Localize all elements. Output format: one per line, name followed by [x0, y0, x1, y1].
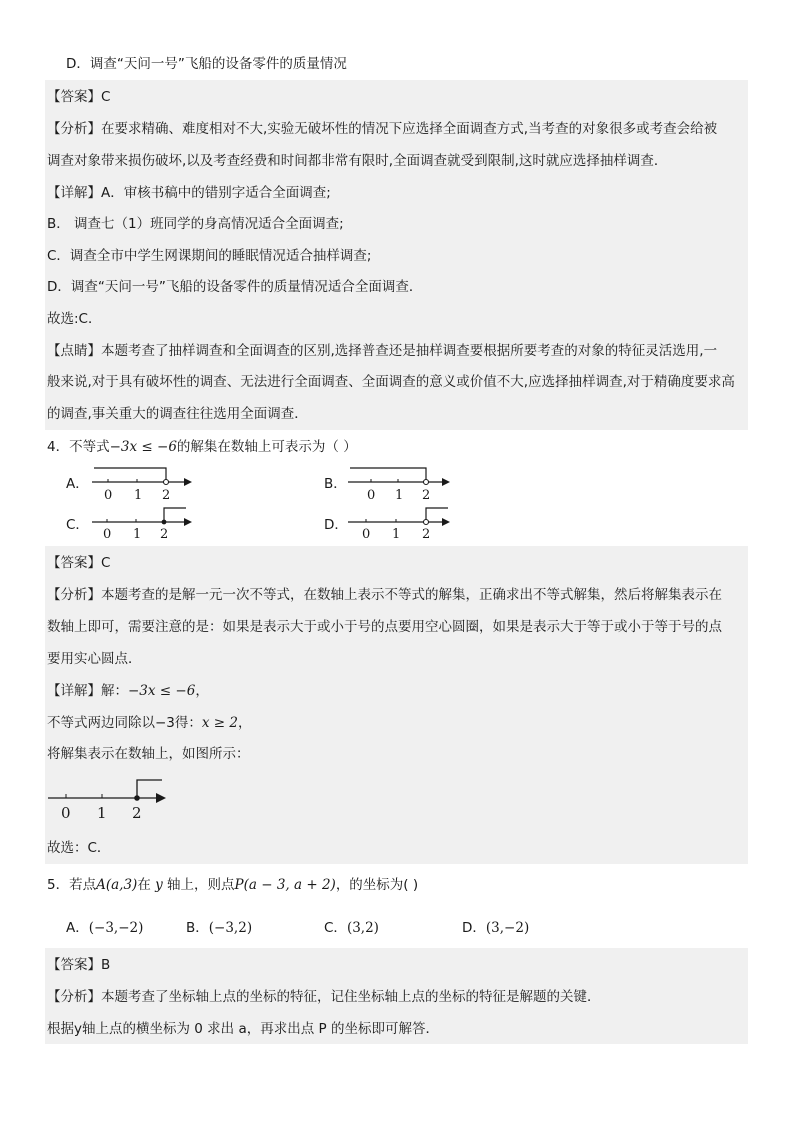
q3-analysis-line-2: 调查对象带来损伤破坏,以及考查经费和时间都非常有限时,全面调查就受到限制,这时就应选择抽样调查． [47, 153, 668, 169]
q4-d-tick-label-0: 0 [362, 527, 371, 542]
q5-analysis: 【分析】本题考查了坐标轴上点的坐标的特征，记住坐标轴上点的坐标的特征是解题的关键． [47, 989, 601, 1005]
q4-analysis-line-3: 要用实心圆点． [47, 651, 142, 667]
q3-detail-b: B． 调查七（1）班同学的身高情况适合全面调查; [47, 216, 344, 232]
q3-comment-line-1: 【点睛】本题考查了抽样调查和全面调查的区别,选择普查还是抽样调查要根据所要考查的对象的特征灵活选用,一 [47, 343, 718, 359]
q4-stem-suffix: 的解集在数轴上可表示为（ ） [176, 439, 357, 455]
q4-a-tick-label-2: 2 [162, 488, 171, 503]
q4-c-closed-point [162, 520, 167, 525]
q5-option-a-label: A． [66, 920, 89, 936]
q5-option-a [66, 918, 143, 938]
q4-d-tick-label-2: 2 [422, 527, 431, 542]
q4-option-c-label: C． [66, 517, 89, 533]
q5-option-b [186, 918, 252, 938]
q3-comment-line-2: 般来说,对于具有破坏性的调查、无法进行全面调查、全面调查的意义或价值不大,应选择抽样调查,对于精确度要求高 [47, 374, 735, 390]
q4-c-tick-label-0: 0 [103, 527, 112, 542]
q3-detail-c: C．调查全市中学生网课期间的睡眠情况适合抽样调查; [47, 248, 372, 264]
q4-a-tick-label-0: 0 [104, 488, 113, 503]
q4-step-suffix: ， [238, 715, 252, 731]
q3-answer: 【答案】C [47, 89, 111, 105]
q4-c-arrow [184, 518, 192, 526]
q3-choose: 故选:C． [47, 311, 102, 327]
q4-stem [47, 437, 357, 457]
q4-d-tick-label-1: 1 [392, 527, 401, 542]
q5-stem-mid2: 轴上，则点 [162, 877, 235, 893]
q3-comment-line-3: 的调查,事关重大的调查往往选用全面调查． [47, 406, 308, 422]
q5-point-p: P(a − 3, a + 2) [234, 877, 336, 893]
q4-a-arrow [184, 478, 192, 486]
q4-c-solution-ray [164, 508, 186, 522]
q4-c-tick-label-1: 1 [133, 527, 142, 542]
q4-step-result: x ≥ 2 [201, 715, 239, 731]
q5-answer: 【答案】B [47, 957, 111, 973]
q4-detail-prefix: 【详解】解： [47, 683, 128, 699]
q5-option-b-label: B． [186, 920, 209, 936]
q4-a-solution-ray [94, 468, 166, 480]
q4-solution-tick-label-0: 0 [61, 804, 71, 822]
q5-option-c-value: (3,2) [346, 920, 379, 936]
q5-point-a: A(a,3) [96, 877, 138, 893]
q4-d-arrow [442, 518, 450, 526]
q5-option-a-value: (−3,−2) [88, 920, 144, 936]
q3-detail-a: 【详解】A．审核书稿中的错别字适合全面调查; [47, 185, 331, 201]
q5-option-d-value: (3,−2) [485, 920, 530, 936]
q3-option-d: D．调查“天问一号”飞船的设备零件的质量情况 [66, 56, 347, 72]
q4-solution-arrow [156, 793, 166, 803]
q4-b-tick-label-2: 2 [422, 488, 431, 503]
q4-d-open-point [424, 520, 429, 525]
q4-a-tick-label-1: 1 [134, 488, 143, 503]
q5-option-b-value: (−3,2) [208, 920, 253, 936]
q4-b-solution-ray [350, 468, 426, 480]
q4-step-prefix: 不等式两边同除以−3得： [47, 715, 202, 731]
q3-detail-d: D．调查“天问一号”飞船的设备零件的质量情况适合全面调查． [47, 279, 423, 295]
q4-solution-number-line [46, 772, 176, 824]
q5-stem-prefix: 5．若点 [47, 877, 97, 893]
q3-analysis-line-1: 【分析】在要求精确、难度相对不大,实验无破坏性的情况下应选择全面调查方式,当考查的对象很多或考查会给被 [47, 121, 718, 137]
q4-solution-tick-label-1: 1 [97, 804, 107, 822]
q4-b-open-point [424, 480, 429, 485]
q4-option-d-number-line [344, 504, 456, 546]
q4-answer: 【答案】C [47, 555, 111, 571]
q4-option-d-label: D． [324, 517, 348, 533]
q5-stem [47, 875, 418, 895]
q5-stem-suffix: ，的坐标为( ) [335, 877, 419, 893]
q5-option-c [324, 918, 379, 938]
q4-solution-tick-label-2: 2 [132, 804, 142, 822]
q4-b-arrow [442, 478, 450, 486]
q5-option-d-label: D． [462, 920, 486, 936]
q4-solution-closed-point [134, 795, 140, 801]
q5-option-d [462, 918, 529, 938]
q4-step [47, 713, 252, 733]
q4-detail-suffix: ， [195, 683, 209, 699]
q4-show-text: 将解集表示在数轴上，如图所示： [47, 746, 250, 762]
q5-option-c-label: C． [324, 920, 347, 936]
q4-b-tick-label-0: 0 [367, 488, 376, 503]
q4-option-a-label: A． [66, 476, 89, 492]
q4-stem-inequality: −3x ≤ −6 [109, 439, 177, 455]
q4-option-c-number-line [88, 504, 198, 546]
q4-detail-inequality: −3x ≤ −6 [128, 683, 196, 699]
q4-b-tick-label-1: 1 [395, 488, 404, 503]
q5-stem-mid1: 在 [137, 877, 151, 893]
q4-a-open-point [164, 480, 169, 485]
q4-analysis-line-2: 数轴上即可，需要注意的是：如果是表示大于或小于号的点要用空心圆圈，如果是表示大于等于或小于等于号的点 [47, 619, 722, 635]
q4-detail [47, 681, 209, 701]
q4-stem-prefix: 4．不等式 [47, 439, 110, 455]
q4-c-tick-label-2: 2 [160, 527, 169, 542]
q4-option-b-label: B． [324, 476, 347, 492]
q5-reason: 根据y轴上点的横坐标为 0 求出 a，再求出点 P 的坐标即可解答． [47, 1021, 439, 1037]
q4-choose: 故选：C． [47, 840, 111, 856]
q4-d-solution-ray [426, 508, 448, 520]
q5-stem-axis: y [155, 877, 163, 893]
q4-analysis-line-1: 【分析】本题考查的是解一元一次不等式，在数轴上表示不等式的解集，正确求出不等式解集，然后将解集表示在 [47, 587, 722, 603]
